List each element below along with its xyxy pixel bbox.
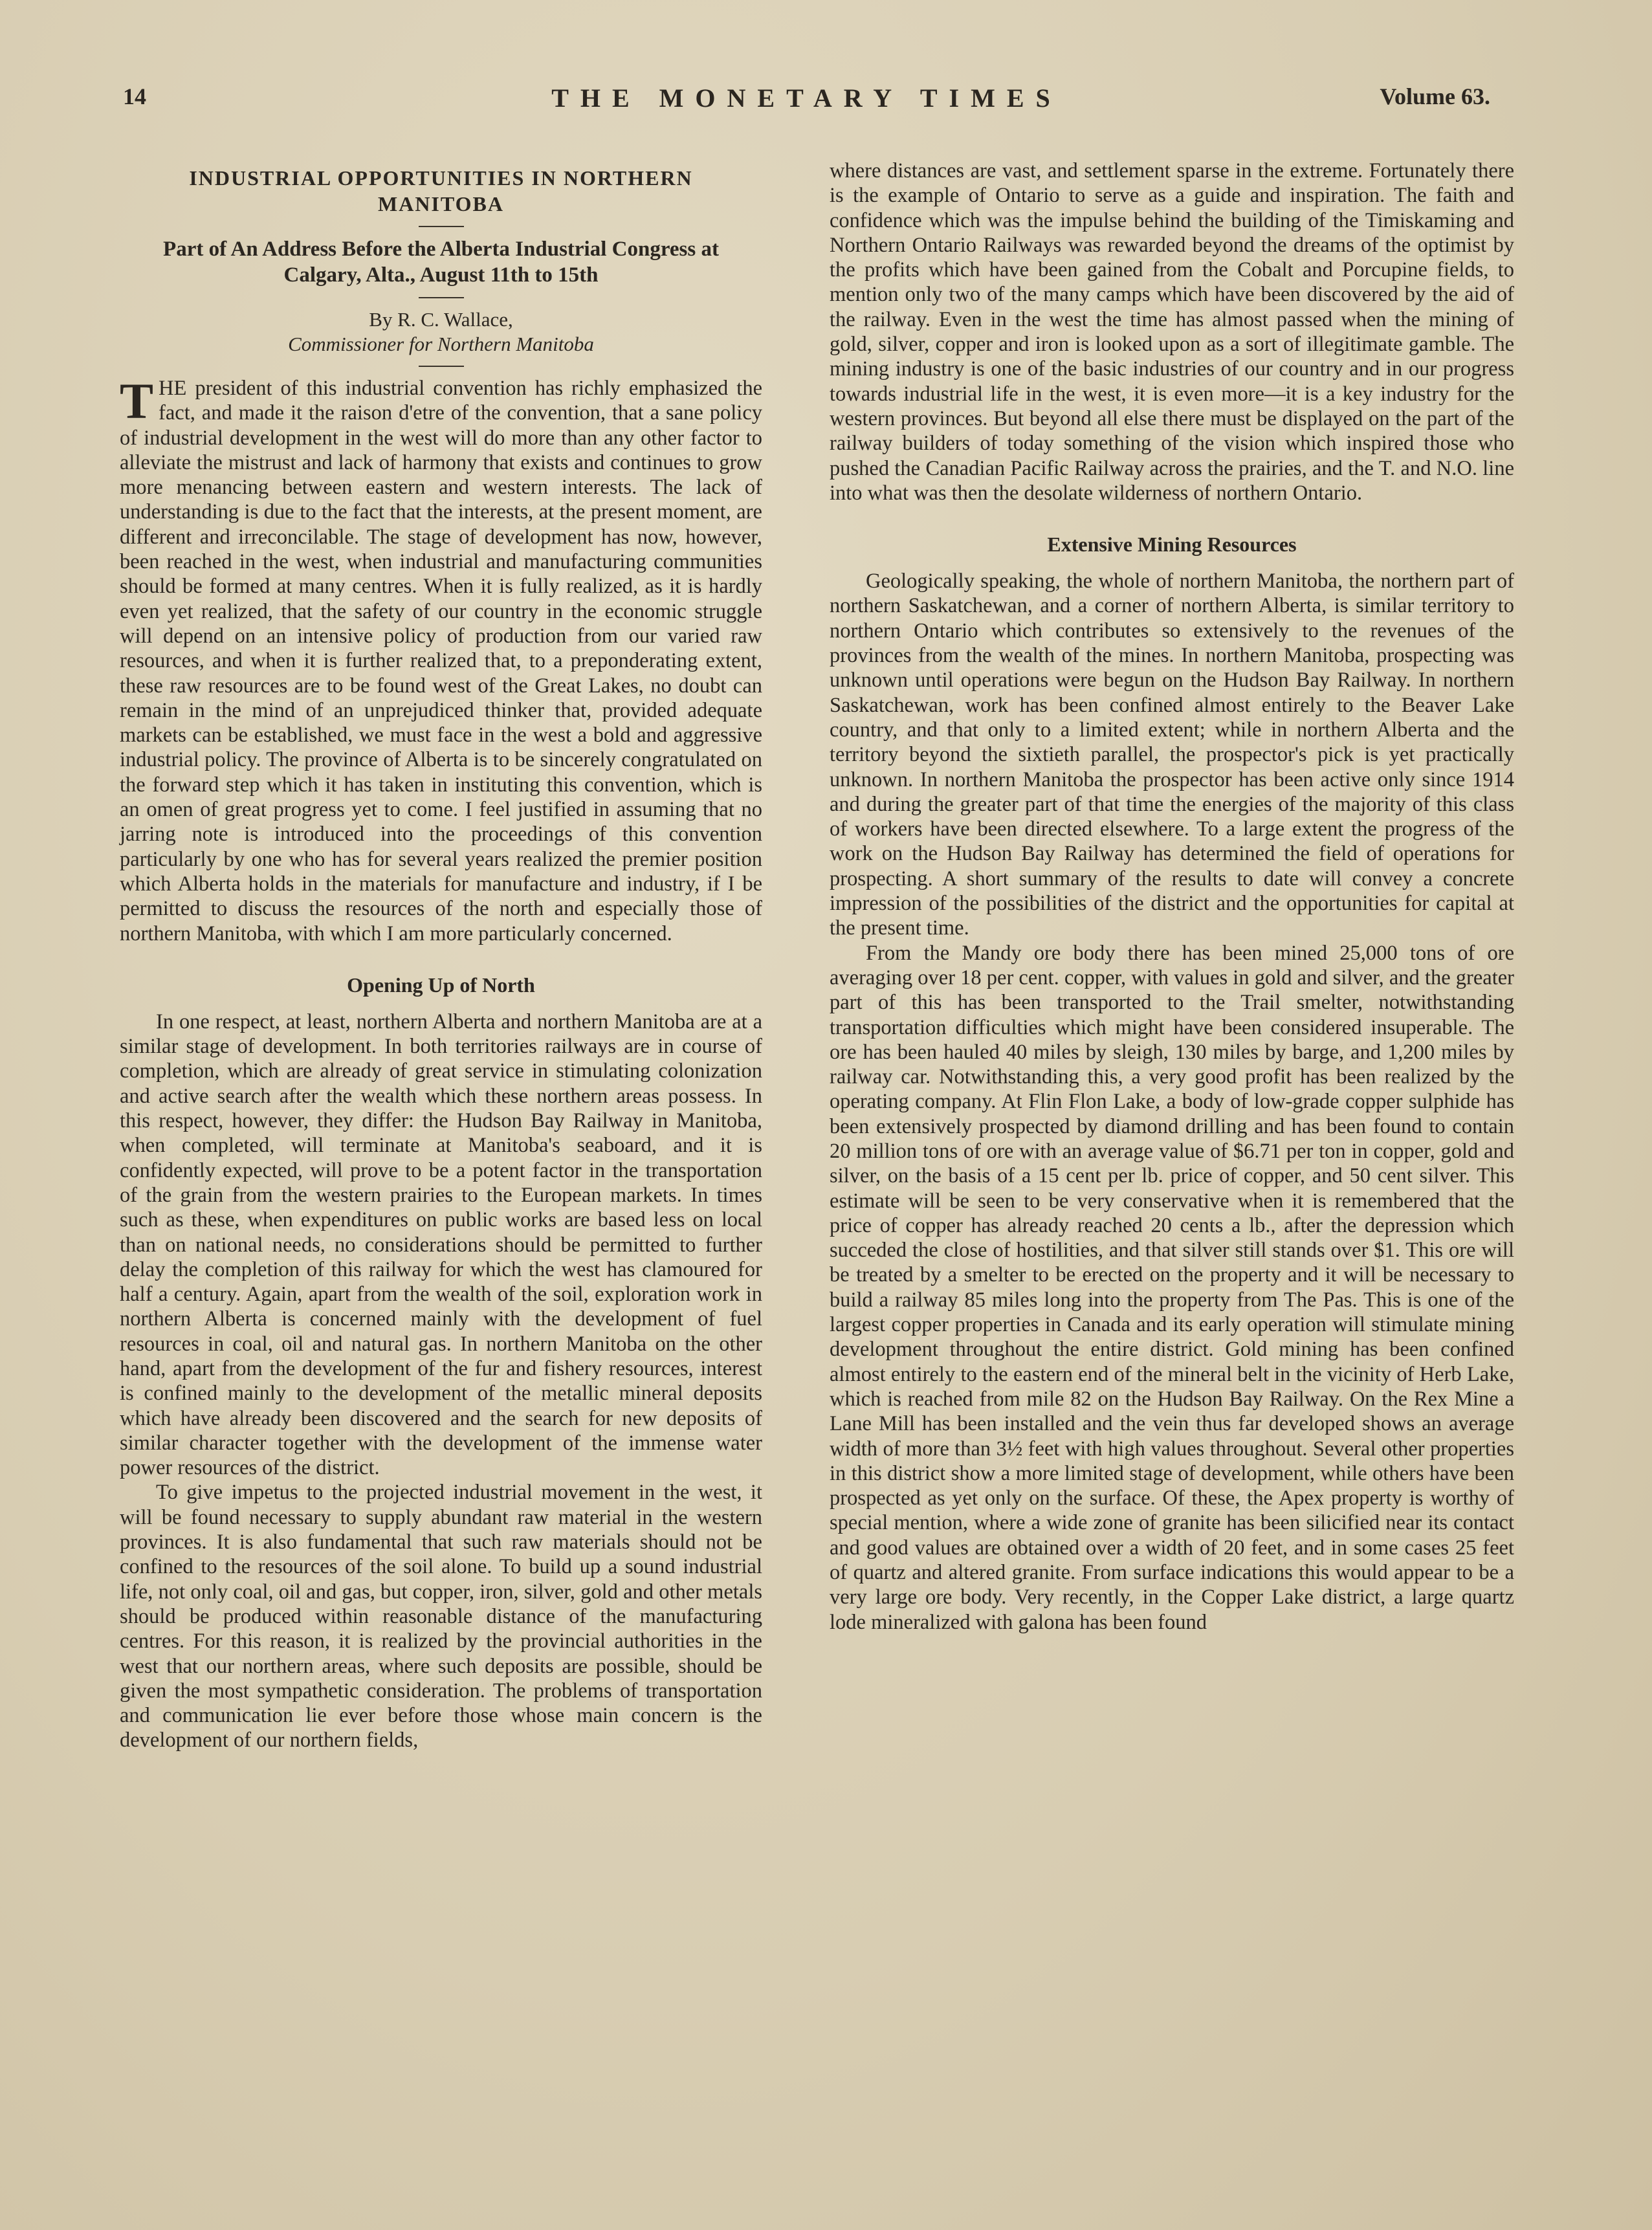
publication-title: THE MONETARY TIMES [551,83,1062,113]
article-title: INDUSTRIAL OPPORTUNITIES IN NORTHERN MANITOBA [189,166,693,215]
paragraph: In one respect, at least, northern Alberta and northern Manitoba are at a similar stage of development. In both territories railways are in course of completion, which are already of great service in stimulating colonization and active search after the wealth which these northern areas possess. In this respect, however, they differ: the Hudson Bay Railway in Manitoba, when completed, will terminate at Manitoba's seaboard, and it is confidently expected, will prove to be a potent factor in the transportation of the grain from the western prairies to the European markets. In times such as these, when expenditures on public works are based less on local than on national needs, no considerations should be permitted to further delay the completion of this railway for which the west has clamoured for half a century. Again, apart from the wealth of the soil, exploration work in northern Alberta is concerned mainly with the development of fuel resources in coal, oil and natural gas. In northern Manitoba on the other hand, apart from the development of the fur and fishery resources, interest is confined mainly to the development of the metallic mineral deposits which have already been discovered and the search for new deposits of similar character together with the development of the immense water power resources of the district. [120,1010,762,1480]
article-subtitle: Part of An Address Before the Alberta Industrial Congress at Calgary, Alta., August 11th to 15th [163,237,719,287]
section-heading: Extensive Mining Resources [1047,533,1297,557]
paragraph: where distances are vast, and settlement sparse in the extreme. Fortunately there is the example of Ontario to serve as a guide and inspiration. The faith and confidence which was the impulse behind the building of the Timiskaming and Northern Ontario Railways was rewarded beyond the dreams of the optimist by the profits which have been gained from the Cobalt and Porcupine fields, to mention only two of the many camps which have been discovered by the aid of the railway. Even in the west the time has almost passed when the mining of gold, silver, copper and iron is looked upon as a sort of illegitimate gamble. The mining industry is one of the basic industries of our country and in our progress towards industrial life in the west, it is even more—it is a key industry for the western provinces. But beyond all else there must be displayed on the part of the railway builders of today something of the vision which inspired those who pushed the Canadian Pacific Railway across the prairies, and the T. and N.O. line into what was then the desolate wilderness of northern Ontario. [830,159,1514,505]
drop-cap: T [120,373,154,429]
paragraph: To give impetus to the projected industrial movement in the west, it will be found necessary to supply abundant raw material in the western provinces. It is also fundamental that such raw materials should not be confined to the resources of the soil alone. To build up a sound industrial life, not only coal, oil and gas, but copper, iron, silver, gold and other metals should be produced within reasonable distance of the manufacturing centres. For this reason, it is realized by the provincial authorities in the west that our northern areas, where such deposits are possible, should be given the most sympathetic consideration. The problems of transportation and communication lie ever before those whose main concern is the development of our northern fields, [120,1481,762,1752]
right-column [830,159,1514,1635]
paragraph: From the Mandy ore body there has been mined 25,000 tons of ore averaging over 18 per cent. copper, with values in gold and silver, and the greater part of this has been transported to the Trail smelter, notwithstanding transportation difficulties which might have been considered insuperable. The ore has been hauled 40 miles by sleigh, 130 miles by barge, and 1,200 miles by railway car. Notwithstanding this, a very good profit has been realized by the operating company. At Flin Flon Lake, a body of low-grade copper sulphide has been extensively prospected by diamond drilling and has been found to contain 20 million tons of ore with an average value of $6.71 per ton in copper, gold and silver, on the basis of a 15 cent per lb. price of copper, and 50 cent silver. This estimate will be seen to be very conservative when it is remembered that the price of copper has already reached 20 cents a lb., after the depression which succeded the close of hostilities, and that silver still stands over $1. This ore will be treated by a smelter to be erected on the property and it will be necessary to build a railway 85 miles long into the property from The Pas. This is one of the largest copper properties in Canada and its early operation will stimulate mining development throughout the entire district. Gold mining has been confined almost entirely to the eastern end of the mineral belt in the vicinity of Herb Lake, which is reached from mile 82 on the Hudson Bay Railway. On the Rex Mine a Lane Mill has been installed and the vein thus far developed shows an average width of more than 3½ feet with high values throughout. Several other properties in this district show a more limited stage of development, while others have been prospected as yet only on the surface. Of these, the Apex property is worthy of special mention, where a wide zone of granite has been silicified near its contact and good values are obtained over a width of 20 feet, and in some cases 25 feet of quartz and altered granite. From surface indications this would appear to be a very large ore body. Very recently, in the Copper Lake district, a large quartz lode mineralized with galona has been found [830,941,1514,1634]
paragraph: Geologically speaking, the whole of northern Manitoba, the northern part of northern Saskatchewan, and a corner of northern Alberta, is similar territory to northern Ontario which contributes so extensively to the revenues of the provinces from the wealth of the mines. In northern Manitoba, prospecting was unknown until operations were begun on the Hudson Bay Railway. In northern Saskatchewan, work has been confined almost entirely to the Beaver Lake country, and that only to a limited extent; while in northern Alberta and the territory beyond the sixtieth parallel, the prospector's pick is yet practically unknown. In northern Manitoba the prospector has been active only since 1914 and during the greater part of that time the energies of the majority of this class of workers have been directed elsewhere. To a large extent the progress of the work on the Hudson Bay Railway has determined the field of operations for prospecting. A short summary of the results to date will convey a concrete impression of the possibilities of the district and the opportunities for capital at the present time. [830,569,1514,940]
paragraph: THE president of this industrial convention has richly emphasized the fact, and made it the raison d'etre of the convention, that a sane policy of industrial development in the west will do more than any other factor to alleviate the mistrust and lack of harmony that exists and continues to grow more menancing between eastern and western interests. The lack of understanding is due to the fact that the interests, at the present moment, are different and irreconcilable. The stage of development has now, however, been reached in the west, when industrial and manufacturing communities should be formed at many centres. When it is fully realized, as it is hardly even yet realized, that the safety of our country in the economic struggle will depend on an intensive policy of production from our varied raw resources, and when it is further realized that, to a preponderating extent, these raw resources are to be found west of the Great Lakes, no doubt can remain in the mind of an unprejudiced thinker that, provided adequate markets can be established, we must face in the west a bold and aggressive industrial policy. The province of Alberta is to be sincerely congratulated on the forward step which it has taken in instituting this convention, which is an omen of great progress yet to come. I feel justified in assuming that no jarring note is introduced into the proceedings of this convention particularly by one who has for several years realized the premier position which Alberta holds in the materials for manufacture and industry, if I be permitted to discuss the resources of the north and especially those of northern Manitoba, with which I am more particularly concerned. [120,373,762,945]
byline-role: Commissioner for Northern Manitoba [288,333,594,355]
section-heading: Opening Up of North [347,973,535,997]
divider [419,366,464,367]
volume-label: Volume 63. [1380,83,1490,109]
left-column [120,159,762,1753]
byline: By R. C. Wallace, [369,308,513,331]
divider [419,226,464,227]
divider [419,297,464,298]
page-number: 14 [123,83,146,109]
page-header [123,83,1490,122]
